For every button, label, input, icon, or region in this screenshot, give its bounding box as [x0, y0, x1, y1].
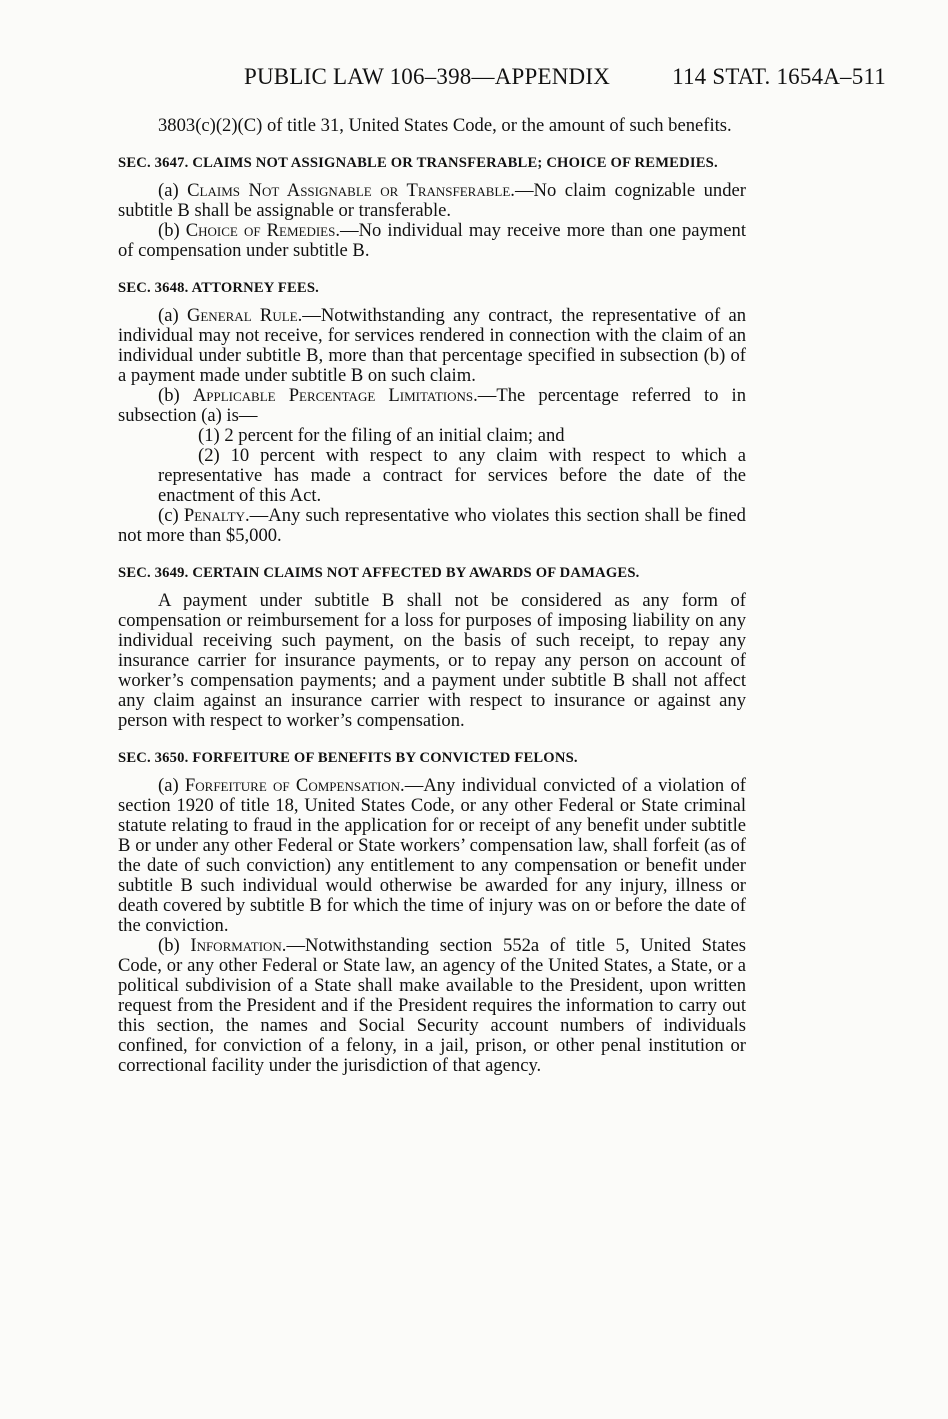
sec3649-text: A payment under subtitle B shall not be considered as any form of compensation or reimbursement for a loss for purposes of imposing liability on any individual receiving such payment, on the basis of such receipt, to repay any insurance carrier for insurance payments, or to repay any person on account of worker’s compensation payments; and a payment under subtitle B shall not affect any claim against an insurance carrier with respect to insurance or against any person with respect to worker’s compensation.: [118, 590, 746, 731]
sec3650-a-text: —Any individual convicted of a violation of section 1920 of title 18, United States Code, or any other Federal or State criminal statute relating to fraud in the application for or receipt of any benefit under subtitle B or under any other Federal or State workers’ compensation law, shall forfeit (as of the date of such conviction) any entitlement to any compensation or benefit under subtitle B such individual would otherwise be awarded for any injury, illness or death covered by subtitle B for which the time of injury was on or before the date of the conviction.: [118, 775, 746, 936]
sec3647-b-text: —No individual may receive more than one payment of compensation under subtitle B.: [118, 220, 746, 261]
sec3647-a-caption: Claims Not Assignable or Transferable.: [187, 180, 515, 201]
sec3648-subsection-a: [118, 306, 746, 386]
sec3647-b-label: (b): [158, 220, 186, 241]
sec3648-c-text: —Any such representative who violates this section shall be fined not more than $5,000.: [118, 505, 746, 546]
sec3648-a-text: —Notwithstanding any contract, the representative of an individual may not receive, for services rendered in connection with the claim of an individual under subtitle B, more than that percentage specified in subsection (b) of a payment made under subtitle B on such claim.: [118, 305, 746, 386]
sec3648-c-caption: Penalty.: [183, 505, 250, 526]
document-body: [118, 116, 746, 1076]
section-heading-3649: SEC. 3649. CERTAIN CLAIMS NOT AFFECTED BY AWARDS OF DAMAGES.: [118, 565, 640, 581]
sec3650-subsection-a: [118, 776, 746, 936]
sec3650-subsection-b: [118, 936, 746, 1076]
running-title: PUBLIC LAW 106–398—APPENDIX: [244, 64, 611, 89]
sec3647-b-caption: Choice of Remedies.: [185, 220, 341, 241]
sec3648-c-label: (c): [158, 505, 184, 526]
continuation-paragraph: 3803(c)(2)(C) of title 31, United States Code, or the amount of such benefits.: [158, 115, 732, 136]
section-heading-3647: SEC. 3647. CLAIMS NOT ASSIGNABLE OR TRANSFERABLE; CHOICE OF REMEDIES.: [118, 155, 718, 171]
sec3650-a-caption: Forfeiture of Compensation.: [184, 775, 405, 796]
sec3647-a-text: —No claim cognizable under subtitle B shall be assignable or transferable.: [118, 180, 746, 221]
sec3648-a-caption: General Rule.: [186, 305, 303, 326]
sec3647-subsection-a: [118, 181, 746, 221]
sec3648-b-item-2: (2) 10 percent with respect to any claim with respect to which a representative has made a contract for services before the date of the enactment of this Act.: [158, 445, 746, 506]
sec3648-b-text: —The percentage referred to in subsection (a) is—: [118, 385, 746, 426]
sec3650-a-label: (a): [158, 775, 185, 796]
sec3648-b-item-1: (1) 2 percent for the filing of an initial claim; and: [198, 425, 565, 446]
sec3650-b-text: —Notwithstanding section 552a of title 5, United States Code, or any other Federal or State law, an agency of the United States, a State, or a political subdivision of a State shall make available to the President, upon written request from the President and if the President requires the information to carry out this section, the names and Social Security account numbers of individuals confined, for conviction of a felony, in a jail, prison, or other penal institution or correctional facility under the jurisdiction of that agency.: [118, 935, 746, 1076]
sec3647-a-label: (a): [158, 180, 188, 201]
sec3650-b-label: (b): [158, 935, 191, 956]
section-heading-3648: SEC. 3648. ATTORNEY FEES.: [118, 280, 319, 296]
statute-citation: 114 STAT. 1654A–511: [672, 64, 886, 89]
sec3648-a-label: (a): [158, 305, 187, 326]
page-header: [244, 64, 886, 92]
sec3650-b-caption: Information.: [190, 935, 287, 956]
sec3648-subsection-b: [118, 386, 746, 426]
sec3648-b-caption: Applicable Percentage Limitations.: [192, 385, 478, 406]
sec3648-subsection-c: [118, 506, 746, 546]
section-heading-3650: SEC. 3650. FORFEITURE OF BENEFITS BY CONVICTED FELONS.: [118, 750, 578, 766]
sec3648-b-label: (b): [158, 385, 193, 406]
sec3647-subsection-b: [118, 221, 746, 261]
